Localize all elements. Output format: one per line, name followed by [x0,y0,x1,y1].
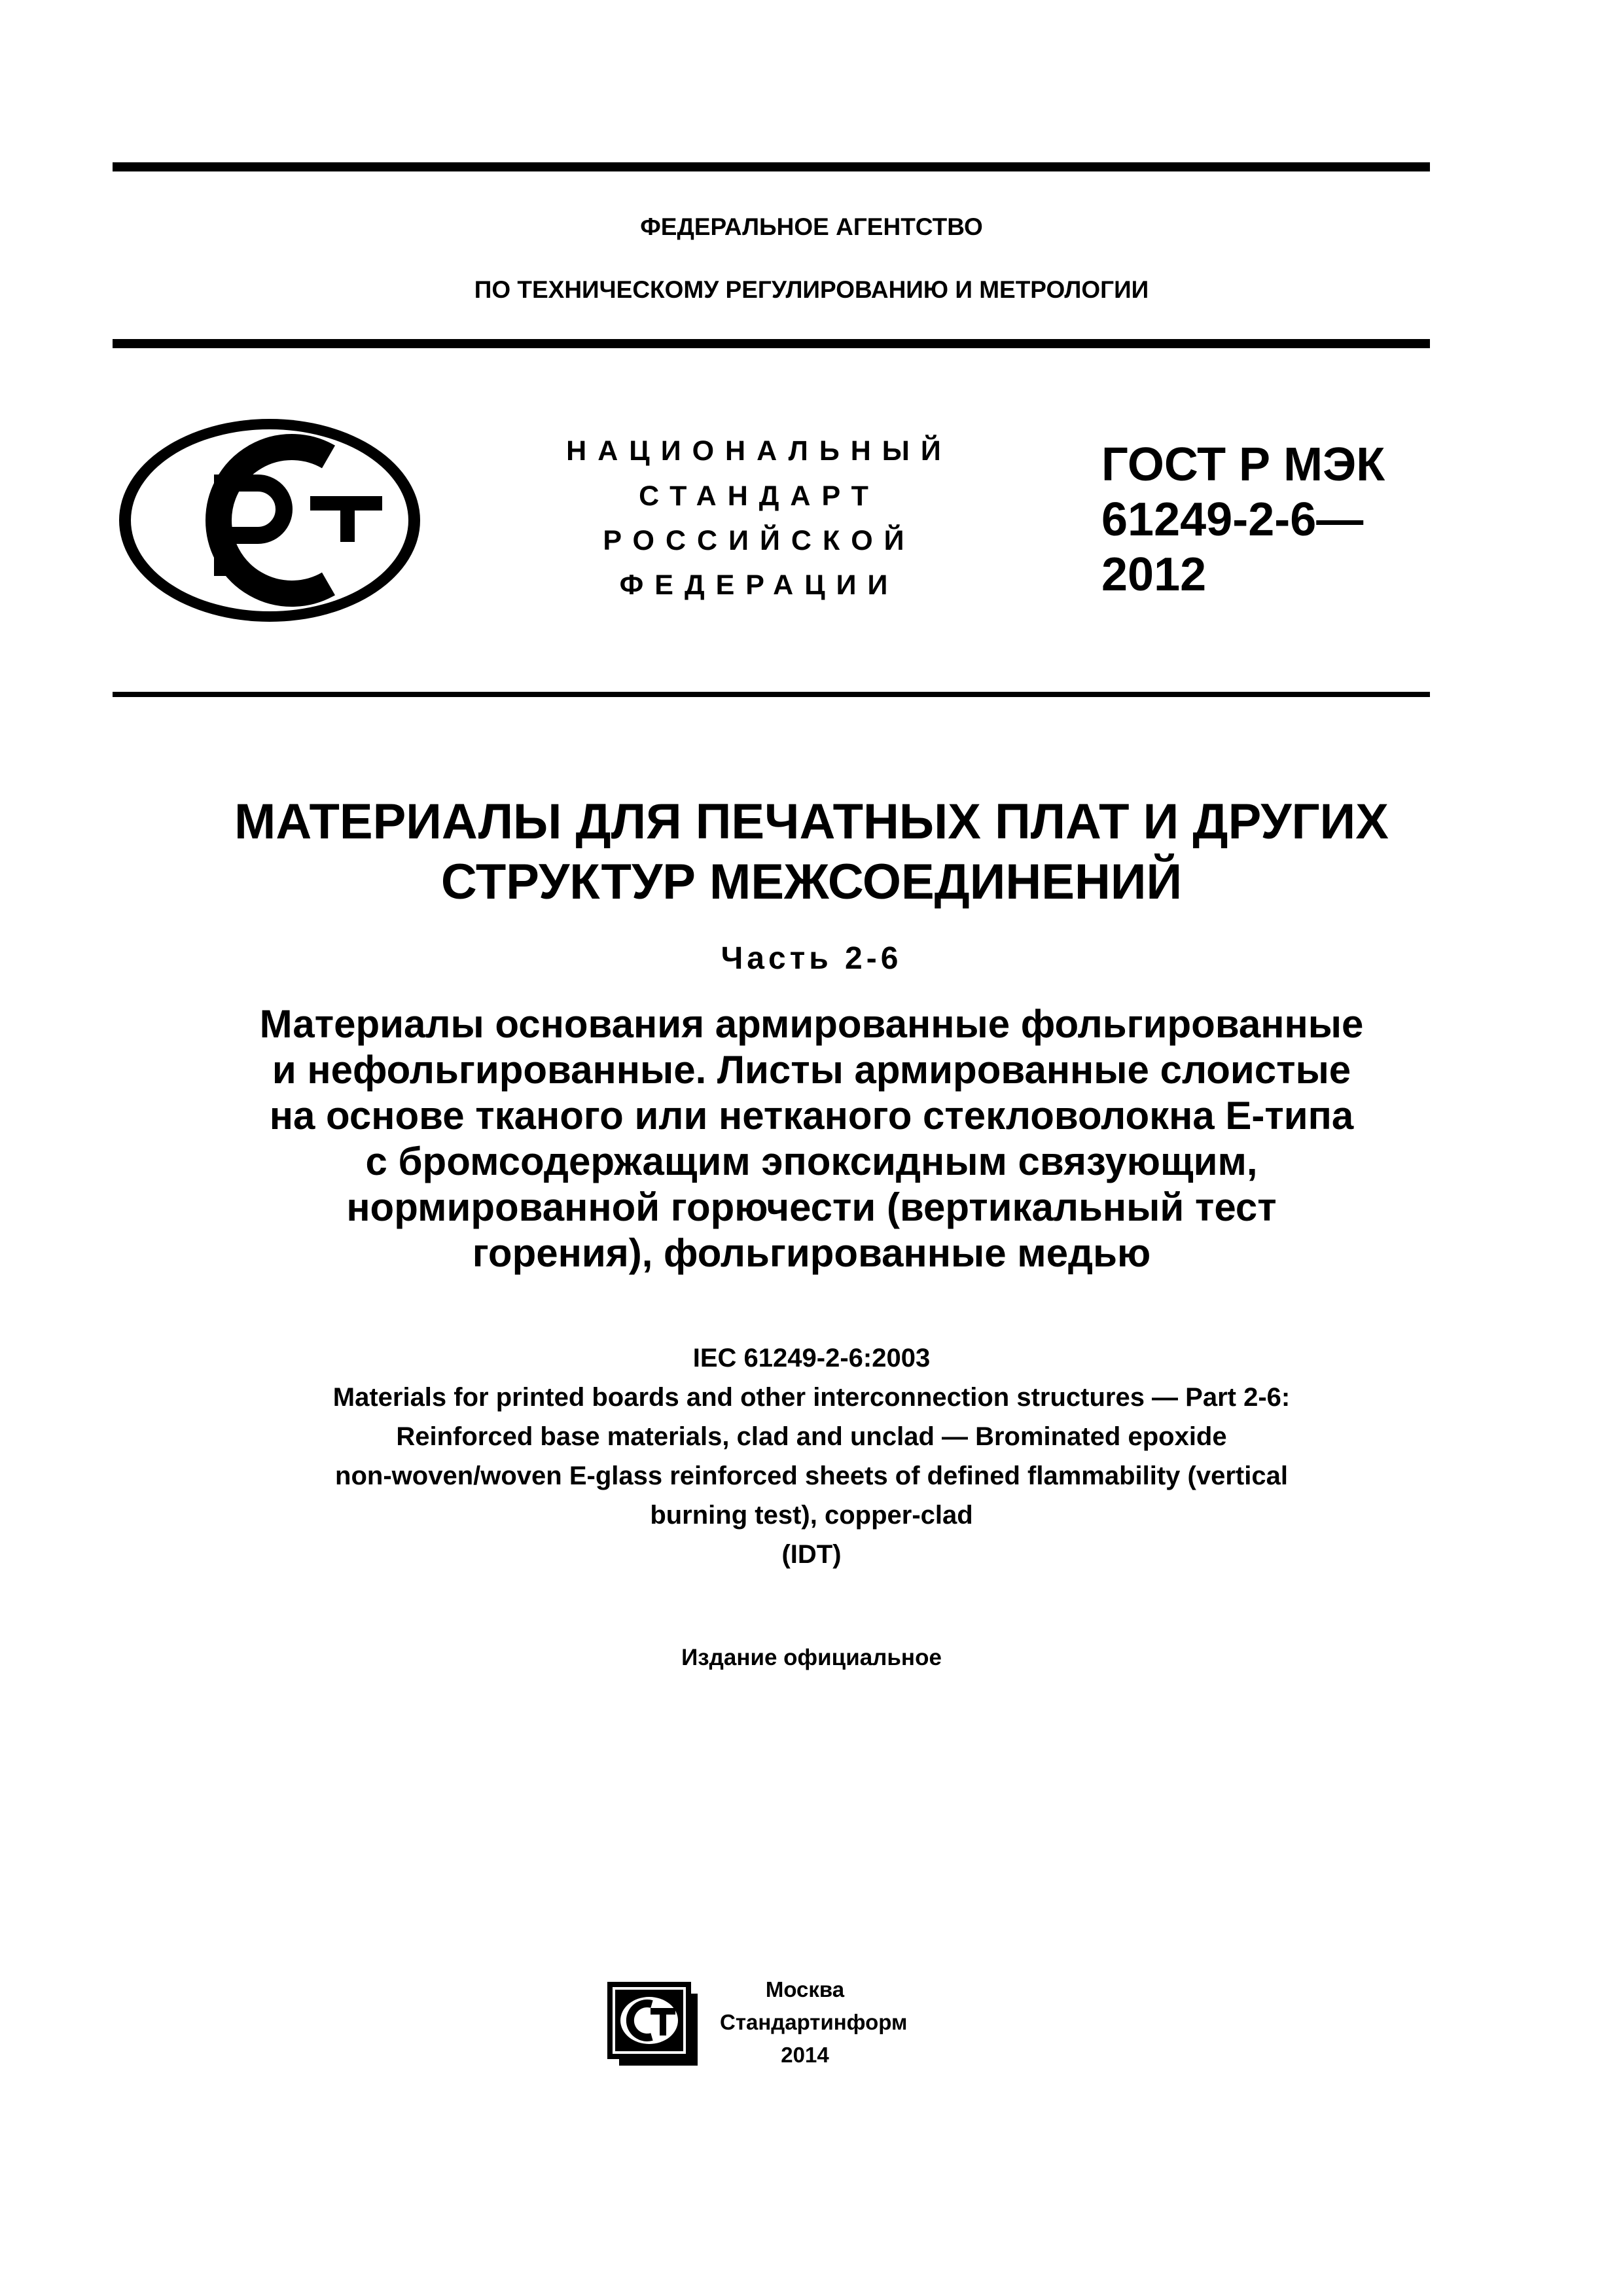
designation-line-3: 2012 [1101,548,1207,601]
publisher-year: 2014 [781,2043,829,2067]
standard-kind-line-3: РОССИЙСКОЙ [603,525,916,556]
subtitle-line: и нефольгированные. Листы армированные слоистые [272,1048,1351,1092]
agency-line-1: ФЕДЕРАЛЬНОЕ АГЕНТСТВО [640,213,983,240]
subtitle-line: Материалы основания армированные фольгированные [259,1002,1364,1046]
iec-line: Materials for printed boards and other interconnection structures — Part 2-6: [332,1383,1291,1412]
part-number: Часть 2-6 [721,941,902,976]
document-title [0,792,1623,912]
standard-kind-line-1: НАЦИОНАЛЬНЫЙ [566,435,952,467]
agency-line-2: ПО ТЕХНИЧЕСКОМУ РЕГУЛИРОВАНИЮ И МЕТРОЛОГИИ [474,276,1149,303]
iec-line: (IDT) [781,1540,842,1569]
iec-line: IEC 61249-2-6:2003 [692,1344,931,1372]
top-rule [113,162,1430,171]
header-rule [113,339,1430,348]
standard-kind-line-4: ФЕДЕРАЦИИ [619,569,899,601]
designation-line-2: 61249-2-6— [1101,493,1364,546]
edition-label: Издание официальное [681,1645,942,1670]
designation-line-1: ГОСТ Р МЭК [1101,439,1385,491]
standartinform-logo-icon [605,1979,703,2071]
iec-line: burning test), copper-clad [650,1501,973,1530]
title-line-1: МАТЕРИАЛЫ ДЛЯ ПЕЧАТНЫХ ПЛАТ И ДРУГИХ [234,794,1389,850]
publisher-city: Москва [765,1977,845,2001]
publisher-name: Стандартинформ [720,2010,908,2034]
subtitle-line: с бромсодержащим эпоксидным связующим, [365,1139,1258,1183]
rst-emblem-icon [113,412,427,628]
publisher-block [720,1973,908,2072]
standard-designation [1101,437,1385,602]
iec-reference [0,1338,1623,1574]
standard-kind-line-2: СТАНДАРТ [639,480,880,512]
iec-line: non-woven/woven E-glass reinforced sheets of defined flammability (vertical [335,1462,1288,1490]
subtitle-line: на основе тканого или нетканого стекловолокна Е-типа [269,1094,1354,1138]
title-rule [113,692,1430,697]
title-line-2: СТРУКТУР МЕЖСОЕДИНЕНИЙ [440,854,1183,910]
subtitle-line: нормированной горючести (вертикальный тест [346,1185,1277,1229]
subtitle-line: горения), фольгированные медью [472,1231,1151,1275]
iec-line: Reinforced base materials, clad and unclad — Brominated epoxide [396,1422,1227,1451]
document-subtitle [0,1001,1623,1276]
